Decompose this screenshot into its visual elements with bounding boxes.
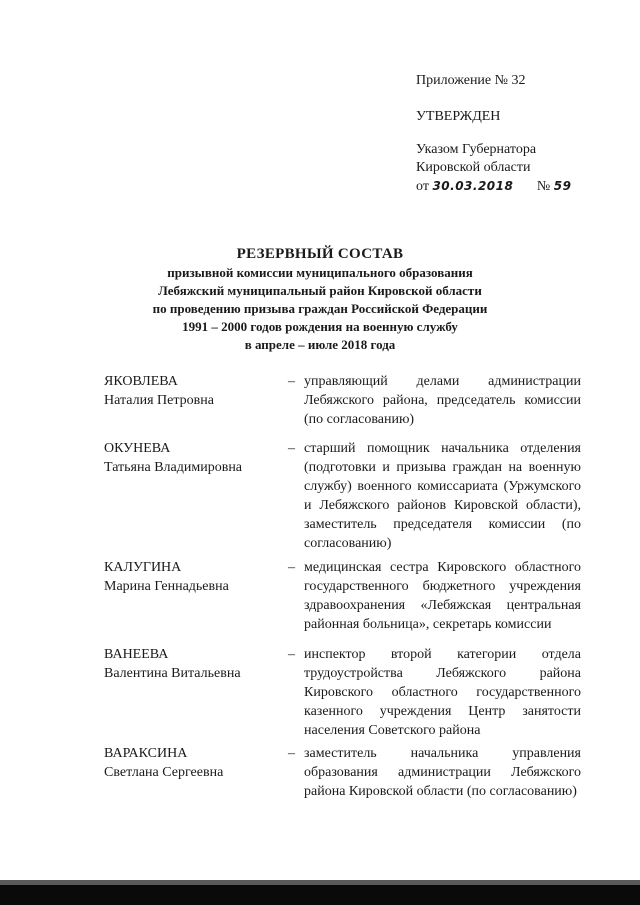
member-name (104, 439, 284, 477)
dash-separator: – (288, 441, 295, 456)
title-line-4: 1991 – 2000 годов рождения на военную службу (182, 319, 458, 334)
dash-separator: – (288, 647, 295, 662)
member-given-name: Татьяна Владимировна (104, 460, 243, 475)
member-role: медицинская сестра Кировского областного государственного бюджетного учреждения здравоохранения «Лебяжская центральная районная больница», секретарь комиссии (304, 560, 581, 632)
member-role: инспектор второй категории отдела трудоустройства Лебяжского района Кировского областного государственного казенного учреждения Центр занятости населения Советского района (304, 647, 581, 738)
member-surname: ВАНЕЕВА (104, 647, 169, 662)
member-role: заместитель начальника управления образования администрации Лебяжского района Кировской области (по согласованию) (304, 746, 581, 799)
member-given-name: Наталия Петровна (104, 393, 214, 408)
dash-separator: – (288, 560, 295, 575)
decree-number-label: № (536, 179, 551, 194)
member-given-name: Марина Геннадьевна (104, 579, 229, 594)
title-line-1: призывной комиссии муниципального образования (167, 265, 473, 280)
decree-date: 30.03.2018 (432, 179, 514, 193)
title-line-2: Лебяжский муниципальный район Кировской области (158, 283, 482, 298)
member-given-name: Валентина Витальевна (104, 666, 241, 681)
member-surname: ОКУНЕВА (104, 441, 171, 456)
title-line-3: по проведению призыва граждан Российской Федерации (152, 301, 488, 316)
approval-block (416, 72, 616, 196)
date-prefix: от (416, 179, 429, 194)
member-name (104, 645, 284, 683)
member-surname: КАЛУГИНА (104, 560, 182, 575)
approved-label: УТВЕРЖДЕН (416, 109, 501, 124)
decree-number: 59 (553, 179, 572, 193)
member-role: старший помощник начальника отделения (подготовки и призыва граждан на военную службу) военного комиссариата (Уржумского и Лебяжского районов Кировской области), заместитель председателя комиссии (по согласованию) (304, 441, 581, 551)
decree-line-2: Кировской области (416, 160, 531, 175)
member-surname: ЯКОВЛЕВА (104, 374, 178, 389)
member-role: управляющий делами администрации Лебяжского района, председатель комиссии (по согласованию) (304, 374, 581, 427)
title-main: РЕЗЕРВНЫЙ СОСТАВ (236, 246, 404, 262)
decree-date-line (416, 177, 616, 196)
decree-line-1: Указом Губернатора (416, 142, 537, 157)
member-given-name: Светлана Сергеевна (104, 765, 224, 780)
dash-separator: – (288, 746, 295, 761)
member-name (104, 372, 284, 410)
member-name (104, 744, 284, 782)
document-title (120, 244, 520, 354)
title-line-5: в апреле – июле 2018 года (244, 337, 396, 352)
member-name (104, 558, 284, 596)
member-surname: ВАРАКСИНА (104, 746, 188, 761)
appendix-label: Приложение № 32 (416, 73, 526, 88)
dash-separator: – (288, 374, 295, 389)
scan-edge-bar (0, 885, 640, 905)
